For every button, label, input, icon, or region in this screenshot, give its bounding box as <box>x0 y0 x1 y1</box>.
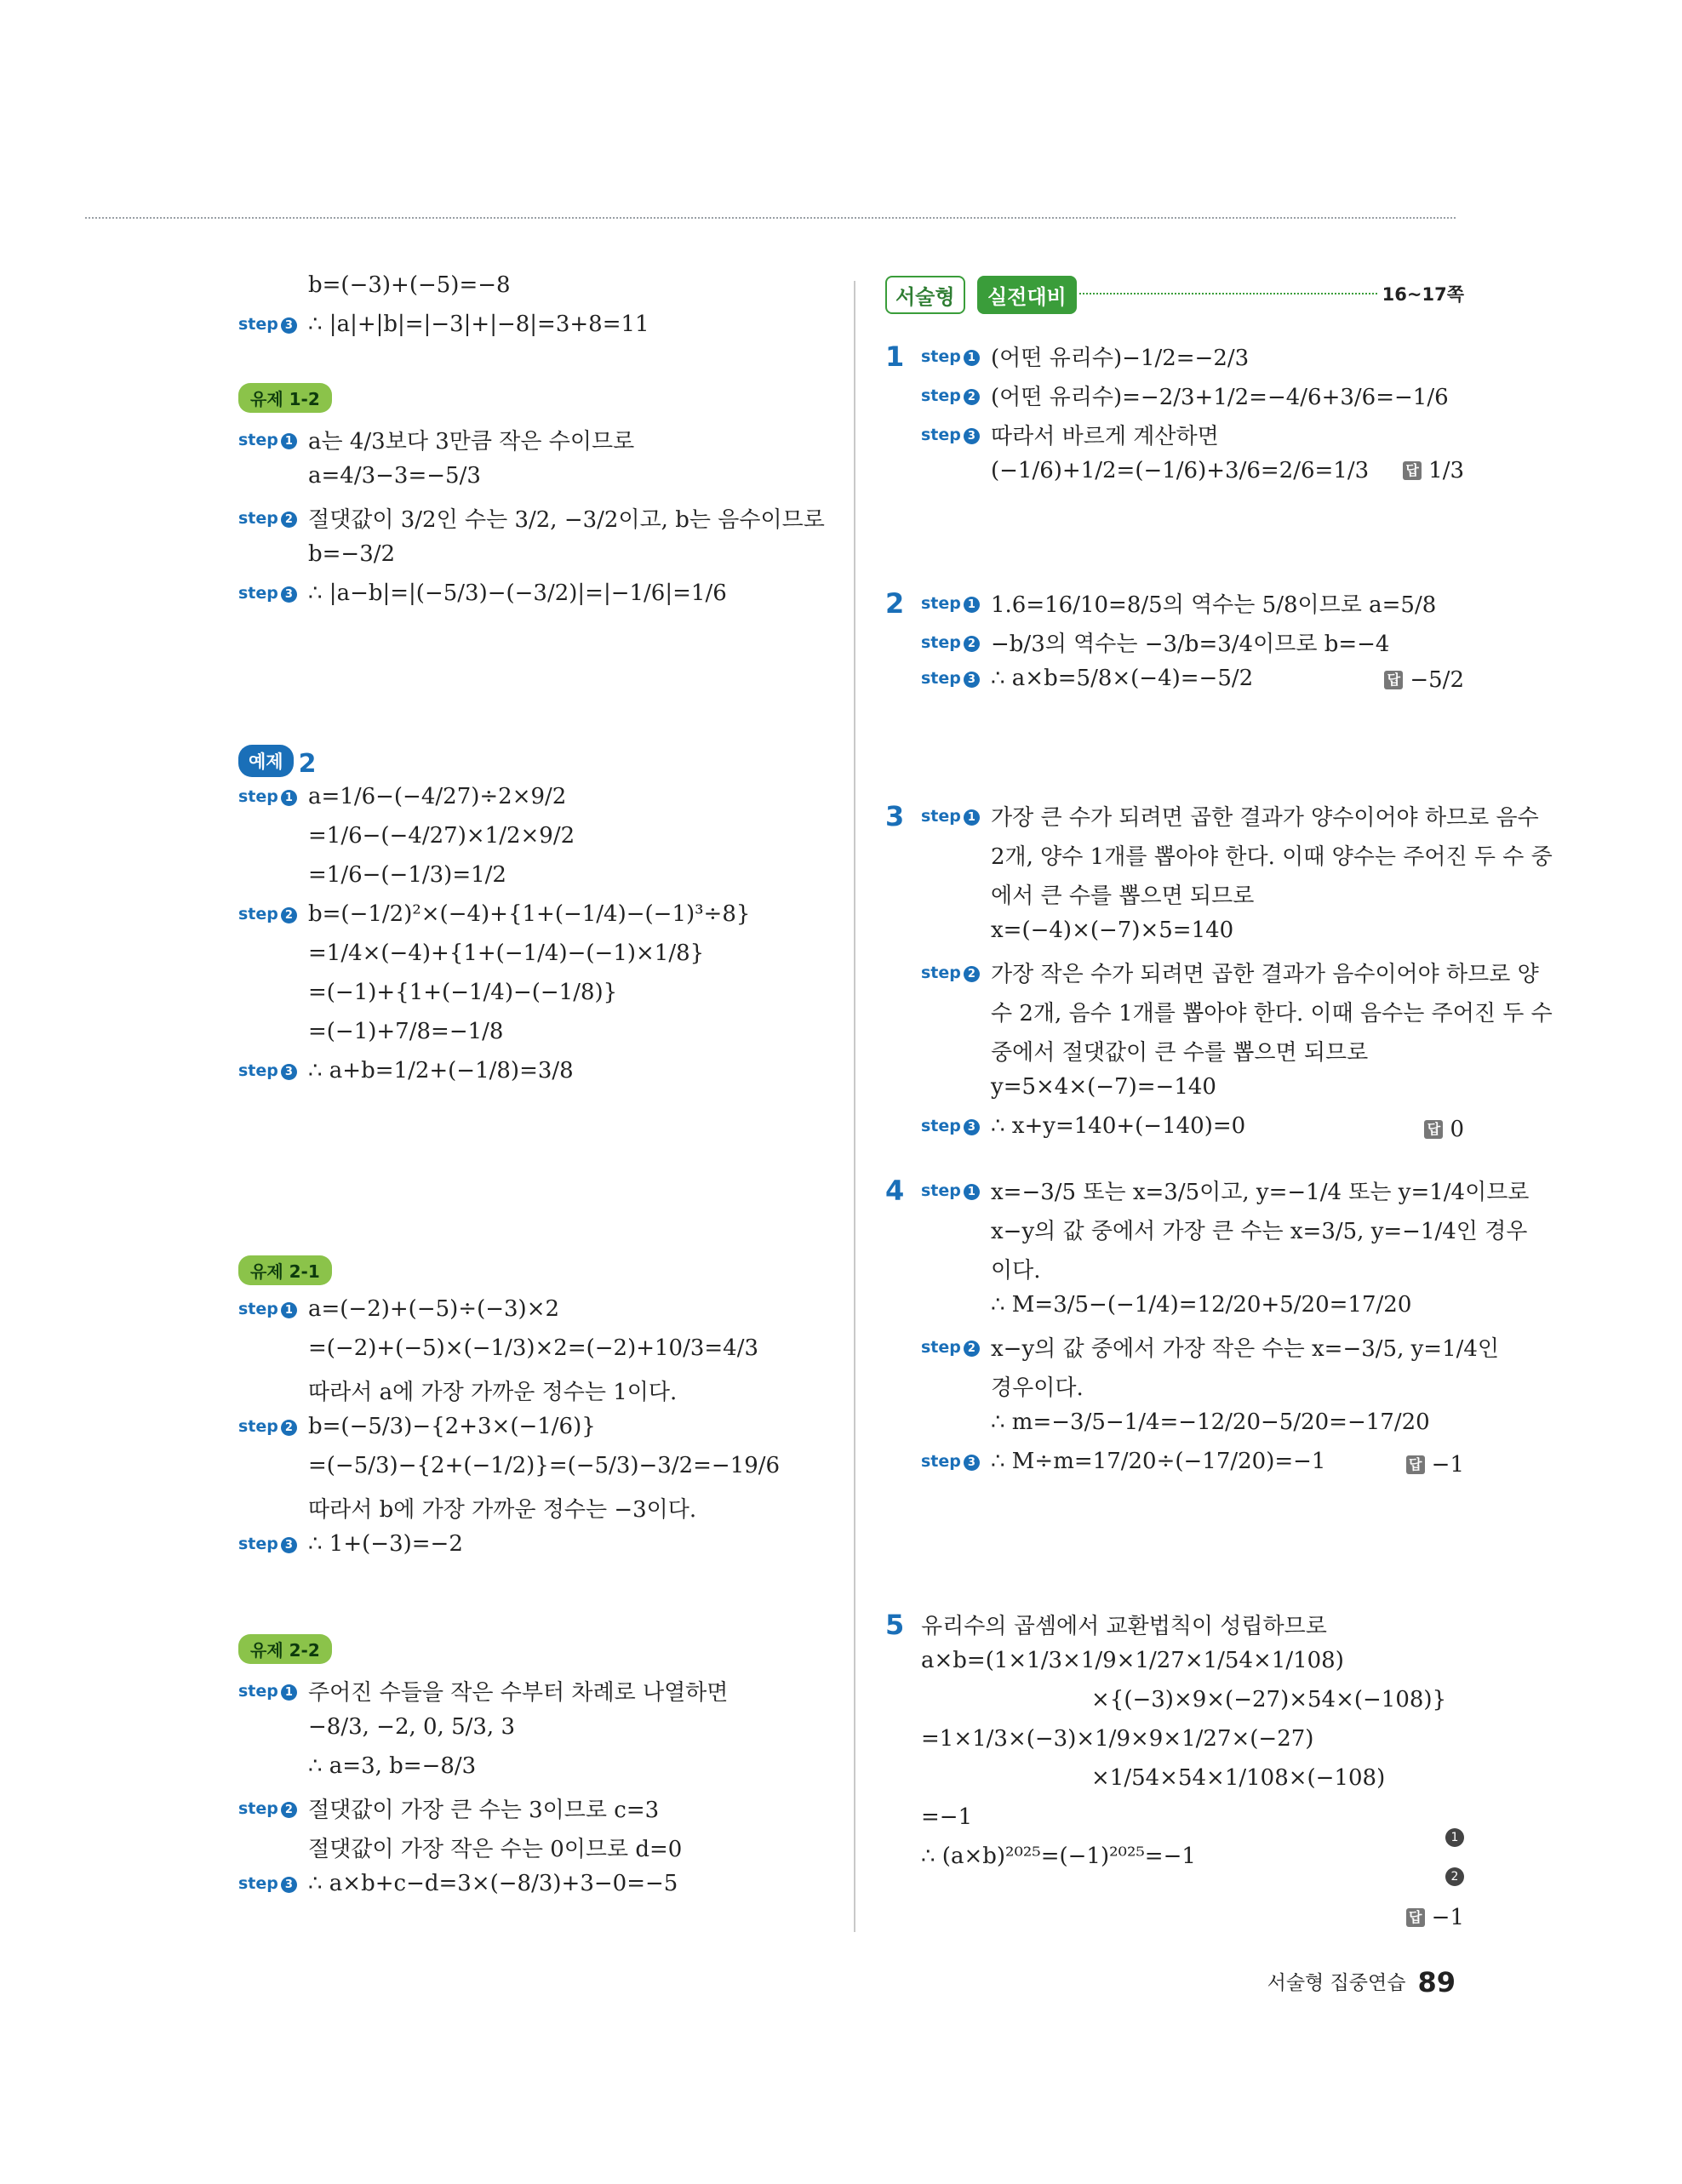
solution-line <box>238 1871 728 1910</box>
step-number-icon: 1 <box>964 597 980 613</box>
problem-number: 4 <box>885 1175 905 1207</box>
solution-line <box>921 340 1464 380</box>
answer-icon: 답 <box>1384 671 1403 689</box>
solution-text: y=5×4×(−7)=−140 <box>991 1074 1216 1100</box>
step-number-icon: 3 <box>964 1119 980 1135</box>
solution-line <box>238 1414 780 1453</box>
solution-line <box>238 1019 750 1058</box>
solution-text: ×1/54×54×1/108×(−108) <box>1091 1765 1386 1791</box>
solution-line <box>238 1453 780 1492</box>
solution-text: b=(−5/3)−{2+3×(−1/6)} <box>308 1414 596 1439</box>
solution-line <box>921 1074 1464 1113</box>
solution-text: 수 2개, 음수 1개를 뽑아야 한다. 이때 음수는 주어진 두 수 <box>991 1001 1553 1026</box>
solution-text: x=(−4)×(−7)×5=140 <box>991 918 1234 943</box>
solution-text: −b/3의 역수는 −3/b=3/4이므로 b=−4 <box>991 632 1390 657</box>
top-dotted-rule <box>85 217 1456 219</box>
step-label: step 3 <box>921 669 991 688</box>
step-number-icon: 2 <box>964 966 980 982</box>
solution-text: b=(−1/2)²×(−4)+{1+(−1/4)−(−1)³÷8} <box>308 901 751 927</box>
exercise-1-2 <box>238 383 825 620</box>
problem-2 <box>885 587 1464 705</box>
solution-text: ∴ a+b=1/2+(−1/8)=3/8 <box>308 1058 574 1083</box>
step-number-icon: 2 <box>964 636 980 652</box>
solution-text: a=(−2)+(−5)÷(−3)×2 <box>308 1296 560 1322</box>
problem-5 <box>885 1609 1464 1930</box>
step-number-icon: 3 <box>281 586 297 603</box>
solution-text: (어떤 유리수)=−2/3+1/2=−4/6+3/6=−1/6 <box>991 385 1449 410</box>
solution-text: (어떤 유리수)−1/2=−2/3 <box>991 346 1250 371</box>
solution-line <box>921 1175 1530 1214</box>
solution-line <box>921 878 1464 918</box>
step-label: step 3 <box>921 1117 991 1135</box>
solution-line <box>238 463 825 502</box>
solution-line <box>921 1726 1464 1765</box>
continuation-block <box>238 272 649 351</box>
step-number-icon: 1 <box>281 1684 297 1701</box>
exercise-2-1 <box>238 1255 780 1570</box>
step-label: step 1 <box>921 807 991 826</box>
solution-text: 2개, 양수 1개를 뽑아야 한다. 이때 양수는 주어진 두 수 중 <box>991 844 1553 870</box>
problem-number: 3 <box>885 800 905 832</box>
step-number-icon: 3 <box>964 1455 980 1471</box>
solution-line <box>238 1792 728 1832</box>
answer: 답 −1 <box>1406 1905 1464 1930</box>
step-number-icon: 1 <box>281 433 297 449</box>
solution-text: 에서 큰 수를 뽑으면 되므로 <box>991 883 1255 909</box>
solution-text: =1/6−(−4/27)×1/2×9/2 <box>308 823 575 849</box>
solution-text: =−1 <box>921 1804 973 1830</box>
solution-line <box>921 1804 1464 1844</box>
solution-line <box>921 666 1464 705</box>
step-label: step 3 <box>238 1535 308 1553</box>
step-number-icon: 2 <box>281 1802 297 1818</box>
solution-text: 절댓값이 3/2인 수는 3/2, −3/2이고, b는 음수이므로 <box>308 507 825 533</box>
header-badge-practice: 실전대비 <box>977 276 1077 314</box>
exercise-badge: 유제 2-2 <box>238 1634 332 1664</box>
solution-text: (−1/6)+1/2=(−1/6)+3/6=2/6=1/3 <box>991 458 1370 483</box>
step-label: step 3 <box>238 1061 308 1080</box>
solution-text: ×{(−3)×9×(−27)×54×(−108)} <box>1091 1687 1447 1712</box>
solution-line <box>921 1648 1464 1687</box>
solution-line <box>238 1296 780 1335</box>
exercise-badge: 유제 1-2 <box>238 383 332 413</box>
problem-number: 1 <box>885 340 905 373</box>
solution-text: =(−5/3)−{2+(−1/2)}=(−5/3)−3/2=−19/6 <box>308 1453 781 1478</box>
problem-4 <box>885 1175 1530 1488</box>
step-number-icon: 2 <box>281 1420 297 1436</box>
step-label: step 2 <box>238 905 308 923</box>
step-label: step 2 <box>921 963 991 982</box>
solution-text: =1×1/3×(−3)×1/9×9×1/27×(−27) <box>921 1726 1314 1752</box>
solution-text: ∴ |a|+|b|=|−3|+|−8|=3+8=11 <box>308 312 649 337</box>
solution-line <box>238 272 649 312</box>
solution-text: 절댓값이 가장 작은 수는 0이므로 d=0 <box>308 1837 683 1862</box>
solution-line <box>238 862 750 901</box>
solution-line <box>921 1253 1464 1292</box>
step-number-icon: 1 <box>964 1184 980 1200</box>
step-label: step 2 <box>921 386 991 405</box>
solution-line <box>238 312 649 351</box>
solution-text: ∴ x+y=140+(−140)=0 <box>991 1113 1246 1139</box>
solution-line <box>238 940 750 980</box>
step-number-icon: 3 <box>281 317 297 334</box>
solution-text: −8/3, −2, 0, 5/3, 3 <box>308 1714 516 1740</box>
answer: 답 −5/2 <box>1384 667 1464 693</box>
solution-line <box>921 380 1464 419</box>
solution-line <box>238 1058 750 1097</box>
solution-text: ∴ |a−b|=|(−5/3)−(−3/2)|=|−1/6|=1/6 <box>308 580 727 606</box>
step-label: step 1 <box>238 787 308 806</box>
solution-text: ∴ M÷m=17/20÷(−17/20)=−1 <box>991 1449 1326 1474</box>
marker-1: 1 <box>1445 1828 1464 1847</box>
solution-text: 주어진 수들을 작은 수부터 차례로 나열하면 <box>308 1680 729 1706</box>
answer: 답 0 <box>1424 1117 1464 1142</box>
problem-number: 5 <box>885 1609 905 1641</box>
step-label: step 3 <box>238 315 308 334</box>
exercise-badge: 유제 2-1 <box>238 1255 332 1285</box>
header-page-range: 16~17쪽 <box>1382 284 1464 305</box>
solution-text: a=1/6−(−4/27)÷2×9/2 <box>308 784 567 809</box>
solution-line <box>238 1335 780 1375</box>
step-number-icon: 2 <box>964 389 980 405</box>
solution-line <box>238 424 825 463</box>
solution-line <box>921 957 1539 996</box>
solution-text: 이다. <box>991 1258 1041 1284</box>
solution-text: a=4/3−3=−5/3 <box>308 463 481 489</box>
solution-text: 경우이다. <box>991 1375 1084 1401</box>
problem-3 <box>885 800 1553 1152</box>
solution-text: ∴ a×b+c−d=3×(−8/3)+3−0=−5 <box>308 1871 678 1896</box>
step-label: step 1 <box>238 431 308 449</box>
solution-line <box>921 419 1464 458</box>
marker-2: 2 <box>1445 1867 1464 1886</box>
answer-icon: 답 <box>1406 1908 1425 1927</box>
answer-icon: 답 <box>1424 1120 1443 1139</box>
solution-line <box>238 1375 780 1414</box>
solution-line <box>921 1687 1464 1726</box>
header-dash-rule <box>1079 293 1377 294</box>
step-label: step 3 <box>921 1452 991 1471</box>
solution-text: =(−2)+(−5)×(−1/3)×2=(−2)+10/3=4/3 <box>308 1335 759 1361</box>
solution-line <box>921 1844 1464 1883</box>
solution-line <box>238 1675 728 1714</box>
step-number-icon: 3 <box>281 1537 297 1553</box>
solution-text: 1.6=16/10=8/5의 역수는 5/8이므로 a=5/8 <box>991 592 1437 618</box>
step-label: step 1 <box>238 1682 308 1701</box>
solution-line <box>238 1832 728 1871</box>
step-label: step 2 <box>238 1799 308 1818</box>
solution-text: =1/4×(−4)+{1+(−1/4)−(−1)×1/8} <box>308 940 705 966</box>
solution-line <box>921 1214 1528 1253</box>
step-number-icon: 2 <box>964 1341 980 1357</box>
example-badge: 예제 <box>238 745 294 777</box>
solution-text: 가장 작은 수가 되려면 곱한 결과가 음수이어야 하므로 양 <box>991 962 1539 987</box>
solution-line <box>238 823 750 862</box>
solution-text: 중에서 절댓값이 큰 수를 뽑으면 되므로 <box>991 1040 1369 1066</box>
solution-line <box>238 1531 780 1570</box>
solution-line <box>238 901 750 940</box>
step-number-icon: 3 <box>964 672 980 688</box>
solution-line <box>238 541 825 580</box>
example-number: 2 <box>298 749 317 779</box>
step-label: step 1 <box>921 1181 991 1200</box>
page-footer <box>1267 1966 1456 1998</box>
solution-text: a는 4/3보다 3만큼 작은 수이므로 <box>308 429 635 455</box>
step-label: step 3 <box>238 1874 308 1893</box>
solution-text: ∴ M=3/5−(−1/4)=12/20+5/20=17/20 <box>991 1292 1412 1318</box>
step-number-icon: 2 <box>281 512 297 528</box>
solution-text: ∴ a×b=5/8×(−4)=−5/2 <box>991 666 1254 691</box>
solution-line <box>921 1765 1464 1804</box>
solution-line <box>238 784 750 823</box>
solution-line <box>921 1409 1464 1449</box>
page-number: 89 <box>1417 1966 1456 1998</box>
solution-line <box>921 626 1464 666</box>
solution-text: =(−1)+7/8=−1/8 <box>308 1019 504 1044</box>
solution-line <box>238 1492 780 1531</box>
solution-text: 유리수의 곱셈에서 교환법칙이 성립하므로 <box>921 1614 1327 1639</box>
step-number-icon: 1 <box>281 790 297 806</box>
solution-line <box>238 580 825 620</box>
solution-text: ∴ (a×b)²⁰²⁵=(−1)²⁰²⁵=−1 <box>921 1844 1196 1869</box>
solution-line <box>238 1714 728 1753</box>
solution-line <box>921 1370 1464 1409</box>
solution-text: 따라서 a에 가장 가까운 정수는 1이다. <box>308 1380 678 1405</box>
step-number-icon: 1 <box>281 1302 297 1318</box>
step-label: step 2 <box>238 509 308 528</box>
solution-line <box>921 996 1553 1035</box>
step-number-icon: 3 <box>281 1877 297 1893</box>
solution-text: ∴ 1+(−3)=−2 <box>308 1531 463 1557</box>
solution-text: b=−3/2 <box>308 541 396 567</box>
step-number-icon: 3 <box>281 1064 297 1080</box>
solution-text: ∴ m=−3/5−1/4=−12/20−5/20=−17/20 <box>991 1409 1430 1435</box>
solution-text: x=−3/5 또는 x=3/5이고, y=−1/4 또는 y=1/4이므로 <box>991 1180 1530 1205</box>
step-label: step 3 <box>238 584 308 603</box>
solution-line <box>921 1449 1464 1488</box>
solution-line <box>921 1609 1464 1648</box>
solution-line <box>921 1113 1464 1152</box>
solution-text: =(−1)+{1+(−1/4)−(−1/8)} <box>308 980 618 1005</box>
solution-line <box>921 458 1464 497</box>
problem-1 <box>885 340 1464 497</box>
step-label: step 2 <box>921 633 991 652</box>
solution-line <box>921 839 1553 878</box>
step-label: step 2 <box>921 1338 991 1357</box>
answer-icon: 답 <box>1406 1455 1425 1474</box>
step-number-icon: 1 <box>964 809 980 826</box>
solution-text: b=(−3)+(−5)=−8 <box>308 272 511 298</box>
solution-line <box>921 1035 1464 1074</box>
solution-text: 따라서 바르게 계산하면 <box>991 424 1219 449</box>
solution-line <box>921 1292 1464 1331</box>
solution-text: 절댓값이 가장 큰 수는 3이므로 c=3 <box>308 1798 660 1823</box>
step-label: step 2 <box>238 1417 308 1436</box>
answer: 답 1/3 <box>1403 458 1464 483</box>
solution-text: x−y의 값 중에서 가장 큰 수는 x=3/5, y=−1/4인 경우 <box>991 1219 1528 1244</box>
step-number-icon: 1 <box>964 350 980 366</box>
solution-line <box>921 918 1464 957</box>
answer-icon: 답 <box>1403 461 1422 480</box>
step-number-icon: 3 <box>964 428 980 444</box>
answer: 답 −1 <box>1406 1452 1464 1478</box>
solution-text: 가장 큰 수가 되려면 곱한 결과가 양수이어야 하므로 음수 <box>991 805 1539 831</box>
solution-line <box>921 800 1539 839</box>
header-badge-descriptive: 서술형 <box>885 276 965 314</box>
solution-line <box>238 980 750 1019</box>
solution-line <box>921 1331 1500 1370</box>
exercise-2-2 <box>238 1634 728 1910</box>
step-label: step 1 <box>921 347 991 366</box>
solution-text: x−y의 값 중에서 가장 작은 수는 x=−3/5, y=1/4인 <box>991 1336 1500 1362</box>
solution-text: 따라서 b에 가장 가까운 정수는 −3이다. <box>308 1497 697 1523</box>
solution-text: ∴ a=3, b=−8/3 <box>308 1753 477 1779</box>
step-number-icon: 2 <box>281 907 297 923</box>
step-label: step 1 <box>238 1300 308 1318</box>
column-divider <box>854 281 855 1932</box>
problem-number: 2 <box>885 587 905 620</box>
solution-line <box>238 502 825 541</box>
solution-line <box>238 1753 728 1792</box>
section-header <box>885 272 1464 315</box>
step-label: step 1 <box>921 594 991 613</box>
solution-line <box>921 587 1464 626</box>
step-label: step 3 <box>921 426 991 444</box>
footer-label: 서술형 집중연습 <box>1267 1972 1406 1994</box>
example-2 <box>238 745 750 1097</box>
solution-text: =1/6−(−1/3)=1/2 <box>308 862 506 888</box>
solution-text: a×b=(1×1/3×1/9×1/27×1/54×1/108) <box>921 1648 1344 1673</box>
